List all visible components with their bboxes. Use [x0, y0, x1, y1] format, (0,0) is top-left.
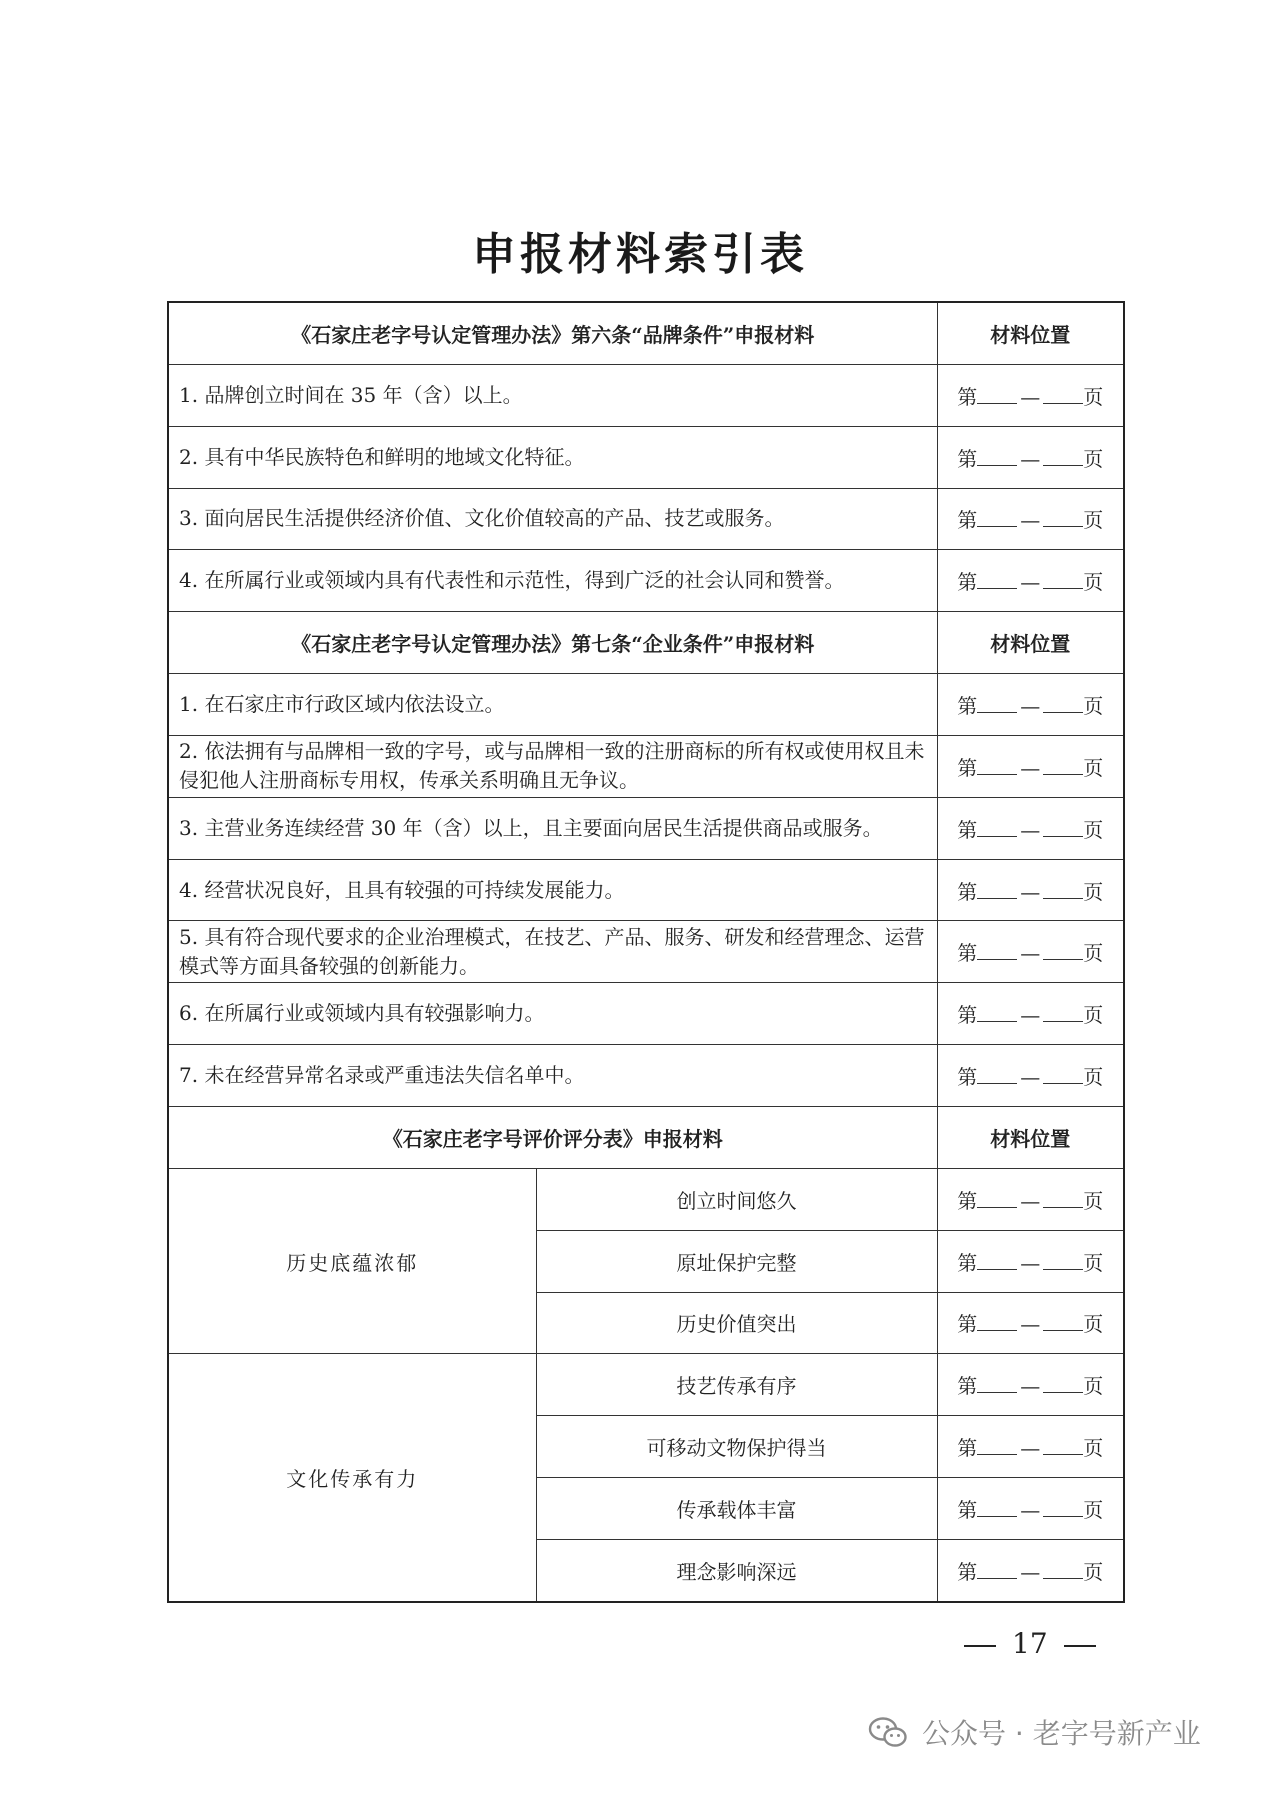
- page-location: 第 — 页: [937, 1045, 1124, 1107]
- criterion-cell: 历史价值突出: [536, 1292, 937, 1354]
- table-row: [168, 488, 1124, 550]
- category-cell: 历史底蕴浓郁: [168, 1168, 536, 1354]
- index-table: [167, 301, 1125, 1603]
- page-title: 申报材料索引表: [472, 229, 808, 280]
- table-row: [168, 364, 1124, 426]
- category-cell: 文化传承有力: [168, 1354, 536, 1602]
- section2-item: 1. 在石家庄市行政区域内依法设立。: [168, 674, 937, 736]
- section3-header: 《石家庄老字号评价评分表》申报材料: [168, 1106, 937, 1168]
- section2-item: 6. 在所属行业或领域内具有较强影响力。: [168, 983, 937, 1045]
- page-location: 第 — 页: [937, 426, 1124, 488]
- section2-item: 2. 依法拥有与品牌相一致的字号，或与品牌相一致的注册商标的所有权或使用权且未侵犯他人注册商标专用权，传承关系明确且无争议。: [168, 735, 937, 797]
- section2-item: 5. 具有符合现代要求的企业治理模式，在技艺、产品、服务、研发和经营理念、运营模式等方面具备较强的创新能力。: [168, 921, 937, 983]
- section2-header: 《石家庄老字号认定管理办法》第七条“企业条件”申报材料: [168, 612, 937, 674]
- page-location: 第 — 页: [937, 1168, 1124, 1230]
- watermark-text: 公众号 · 老字号新产业: [922, 1717, 1201, 1750]
- page-location: 第 — 页: [937, 859, 1124, 921]
- section1-item: 2. 具有中华民族特色和鲜明的地域文化特征。: [168, 426, 937, 488]
- table-row: [168, 1168, 1124, 1230]
- page-dash-left: [964, 1645, 996, 1647]
- page-location: 第 — 页: [937, 488, 1124, 550]
- section1-header-row: [168, 302, 1124, 364]
- page-location: 第 — 页: [937, 1416, 1124, 1478]
- section1-header: 《石家庄老字号认定管理办法》第六条“品牌条件”申报材料: [168, 302, 937, 364]
- location-header: 材料位置: [937, 302, 1124, 364]
- section2-item: 7. 未在经营异常名录或严重违法失信名单中。: [168, 1045, 937, 1107]
- criterion-cell: 技艺传承有序: [536, 1354, 937, 1416]
- table-row: [168, 1045, 1124, 1107]
- section3-header-row: [168, 1106, 1124, 1168]
- page-location: 第 — 页: [937, 1478, 1124, 1540]
- criterion-cell: 可移动文物保护得当: [536, 1416, 937, 1478]
- page-location: 第 — 页: [937, 550, 1124, 612]
- section1-item: 3. 面向居民生活提供经济价值、文化价值较高的产品、技艺或服务。: [168, 488, 937, 550]
- page-location: 第 — 页: [937, 983, 1124, 1045]
- table-row: [168, 1354, 1124, 1416]
- table-row: [168, 674, 1124, 736]
- page-location: 第 — 页: [937, 1292, 1124, 1354]
- location-header: 材料位置: [937, 1106, 1124, 1168]
- table-row: [168, 921, 1124, 983]
- page-location: 第 — 页: [937, 674, 1124, 736]
- table-row: [168, 797, 1124, 859]
- table-row: [168, 735, 1124, 797]
- table-row: [168, 550, 1124, 612]
- page-location: 第 — 页: [937, 1354, 1124, 1416]
- page-location: 第 — 页: [937, 921, 1124, 983]
- page-number: [948, 1627, 1112, 1660]
- page-location: 第 — 页: [937, 1230, 1124, 1292]
- page-location: 第 — 页: [937, 735, 1124, 797]
- watermark: [868, 1712, 1201, 1752]
- section2-item: 4. 经营状况良好，且具有较强的可持续发展能力。: [168, 859, 937, 921]
- section1-item: 4. 在所属行业或领域内具有代表性和示范性，得到广泛的社会认同和赞誉。: [168, 550, 937, 612]
- location-header: 材料位置: [937, 612, 1124, 674]
- wechat-icon: [868, 1716, 908, 1748]
- criterion-cell: 理念影响深远: [536, 1539, 937, 1602]
- page-number-text: 17: [1012, 1627, 1048, 1660]
- page-location: 第 — 页: [937, 797, 1124, 859]
- section1-item: 1. 品牌创立时间在 35 年（含）以上。: [168, 364, 937, 426]
- table-row: [168, 859, 1124, 921]
- page-location: 第 — 页: [937, 364, 1124, 426]
- table-row: [168, 983, 1124, 1045]
- criterion-cell: 创立时间悠久: [536, 1168, 937, 1230]
- criterion-cell: 传承载体丰富: [536, 1478, 937, 1540]
- section2-item: 3. 主营业务连续经营 30 年（含）以上，且主要面向居民生活提供商品或服务。: [168, 797, 937, 859]
- section2-header-row: [168, 612, 1124, 674]
- page-dash-right: [1064, 1645, 1096, 1647]
- criterion-cell: 原址保护完整: [536, 1230, 937, 1292]
- page-location: 第 — 页: [937, 1539, 1124, 1602]
- table-row: [168, 426, 1124, 488]
